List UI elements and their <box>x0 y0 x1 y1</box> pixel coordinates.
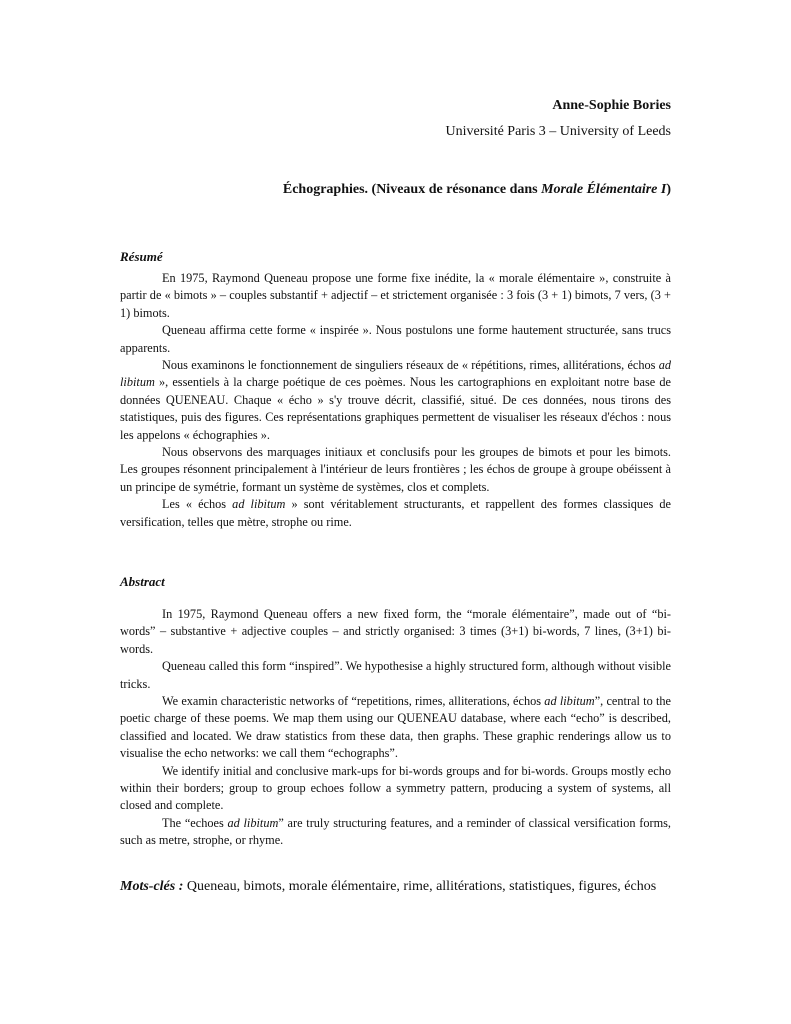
abstract-p5-text-a: The “echoes <box>162 815 228 830</box>
resume-paragraph <box>120 496 671 531</box>
abstract-p3-text-b: ”, central to the poetic charge of these poems. We map them using our QUENEAU database, where each “echo” is described, classified and located. We draw statistics from these data, then graphs. These graphic renderings allow us to visualise the echo networks: we call them “echographs”. <box>120 694 671 761</box>
keywords <box>120 868 680 905</box>
abstract-p3-italic: ad libitum <box>544 694 595 709</box>
resume-p5-italic: ad libitum <box>232 497 286 512</box>
resume-p3-italic: ad libitum <box>120 358 671 390</box>
paper-title <box>283 182 671 198</box>
abstract-heading: Abstract <box>120 574 165 589</box>
abstract-p5-italic: ad libitum <box>227 815 279 830</box>
resume-p3-text-b: », essentiels à la charge poétique de ces poèmes. Nous les cartographions en exploitant notre base de données QUENEAU. Chaque « écho » s'y trouve décrit, classifié, situé. De ces données, nous tirons des statistiques, puis des figures. Ces représentations graphiques permettent de visualiser les réseaux d'échos : nous les appelons « échographies ». <box>120 375 671 442</box>
author-affiliation: Université Paris 3 – University of Leeds <box>445 124 671 139</box>
title-italic: Morale Élémentaire I <box>541 182 667 197</box>
resume-p5-text-b: » sont véritablement structurants, et rappellent des formes classiques de versification, telles que mètre, strophe ou rime. <box>120 497 672 529</box>
abstract-paragraph: In 1975, Raymond Queneau offers a new fixed form, the “morale élémentaire”, made out of “bi-words” – substantive + adjective couples – and strictly organised: 3 times (3+1) bi-words, 7 lines, (3+1) bi-words. <box>120 607 671 656</box>
abstract-body <box>120 606 671 850</box>
title-suffix: ) <box>666 182 671 197</box>
abstract-paragraph <box>120 693 671 763</box>
resume-paragraph: En 1975, Raymond Queneau propose une forme fixe inédite, la « morale élémentaire », construite à partir de « bimots » – couples substantif + adjectif – et strictement organisée : 3 fois (3 + 1) bimots, 7 vers, (3 + 1) bimots. <box>120 271 671 320</box>
resume-paragraph <box>120 357 671 444</box>
keywords-label: Mots-clés : <box>120 879 184 894</box>
author-name: Anne-Sophie Bories <box>552 98 671 113</box>
abstract-p5-text-b: ” are truly structuring features, and a reminder of classical versification forms, such as metre, strophe, or rhyme. <box>120 815 671 848</box>
resume-paragraph: Nous observons des marquages initiaux et conclusifs pour les groupes de bimots et pour les bimots. Les groupes résonnent principalement à l'intérieur de leurs frontières ; les échos de groupe à groupe obéissent à un principe de symétrie, formant un système de systèmes, clos et complets. <box>120 445 671 494</box>
abstract-paragraph: Queneau called this form “inspired”. We hypothesise a highly structured form, although without visible tricks. <box>120 659 671 691</box>
resume-body <box>120 270 671 531</box>
abstract-paragraph <box>120 815 671 850</box>
keywords-text: Queneau, bimots, morale élémentaire, rime, allitérations, statistiques, figures, échos <box>183 879 657 894</box>
resume-p3-text-a: Nous examinons le fonctionnement de singuliers réseaux de « répétitions, rimes, allitérations, échos <box>162 358 659 373</box>
abstract-p3-text-a: We examin characteristic networks of “repetitions, rimes, alliterations, échos <box>162 694 545 709</box>
resume-heading: Résumé <box>120 249 163 264</box>
title-prefix: Échographies. (Niveaux de résonance dans <box>282 182 542 197</box>
resume-p5-text-a: Les « échos <box>162 497 233 512</box>
abstract-paragraph: We identify initial and conclusive mark-ups for bi-words groups and for bi-words. Groups mostly echo within their borders; group to group echoes follow a symmetry pattern, producing a system of systems, all closed and complete. <box>120 763 671 813</box>
resume-paragraph: Queneau affirma cette forme « inspirée ». Nous postulons une forme hautement structurée, sans trucs apparents. <box>120 323 671 355</box>
